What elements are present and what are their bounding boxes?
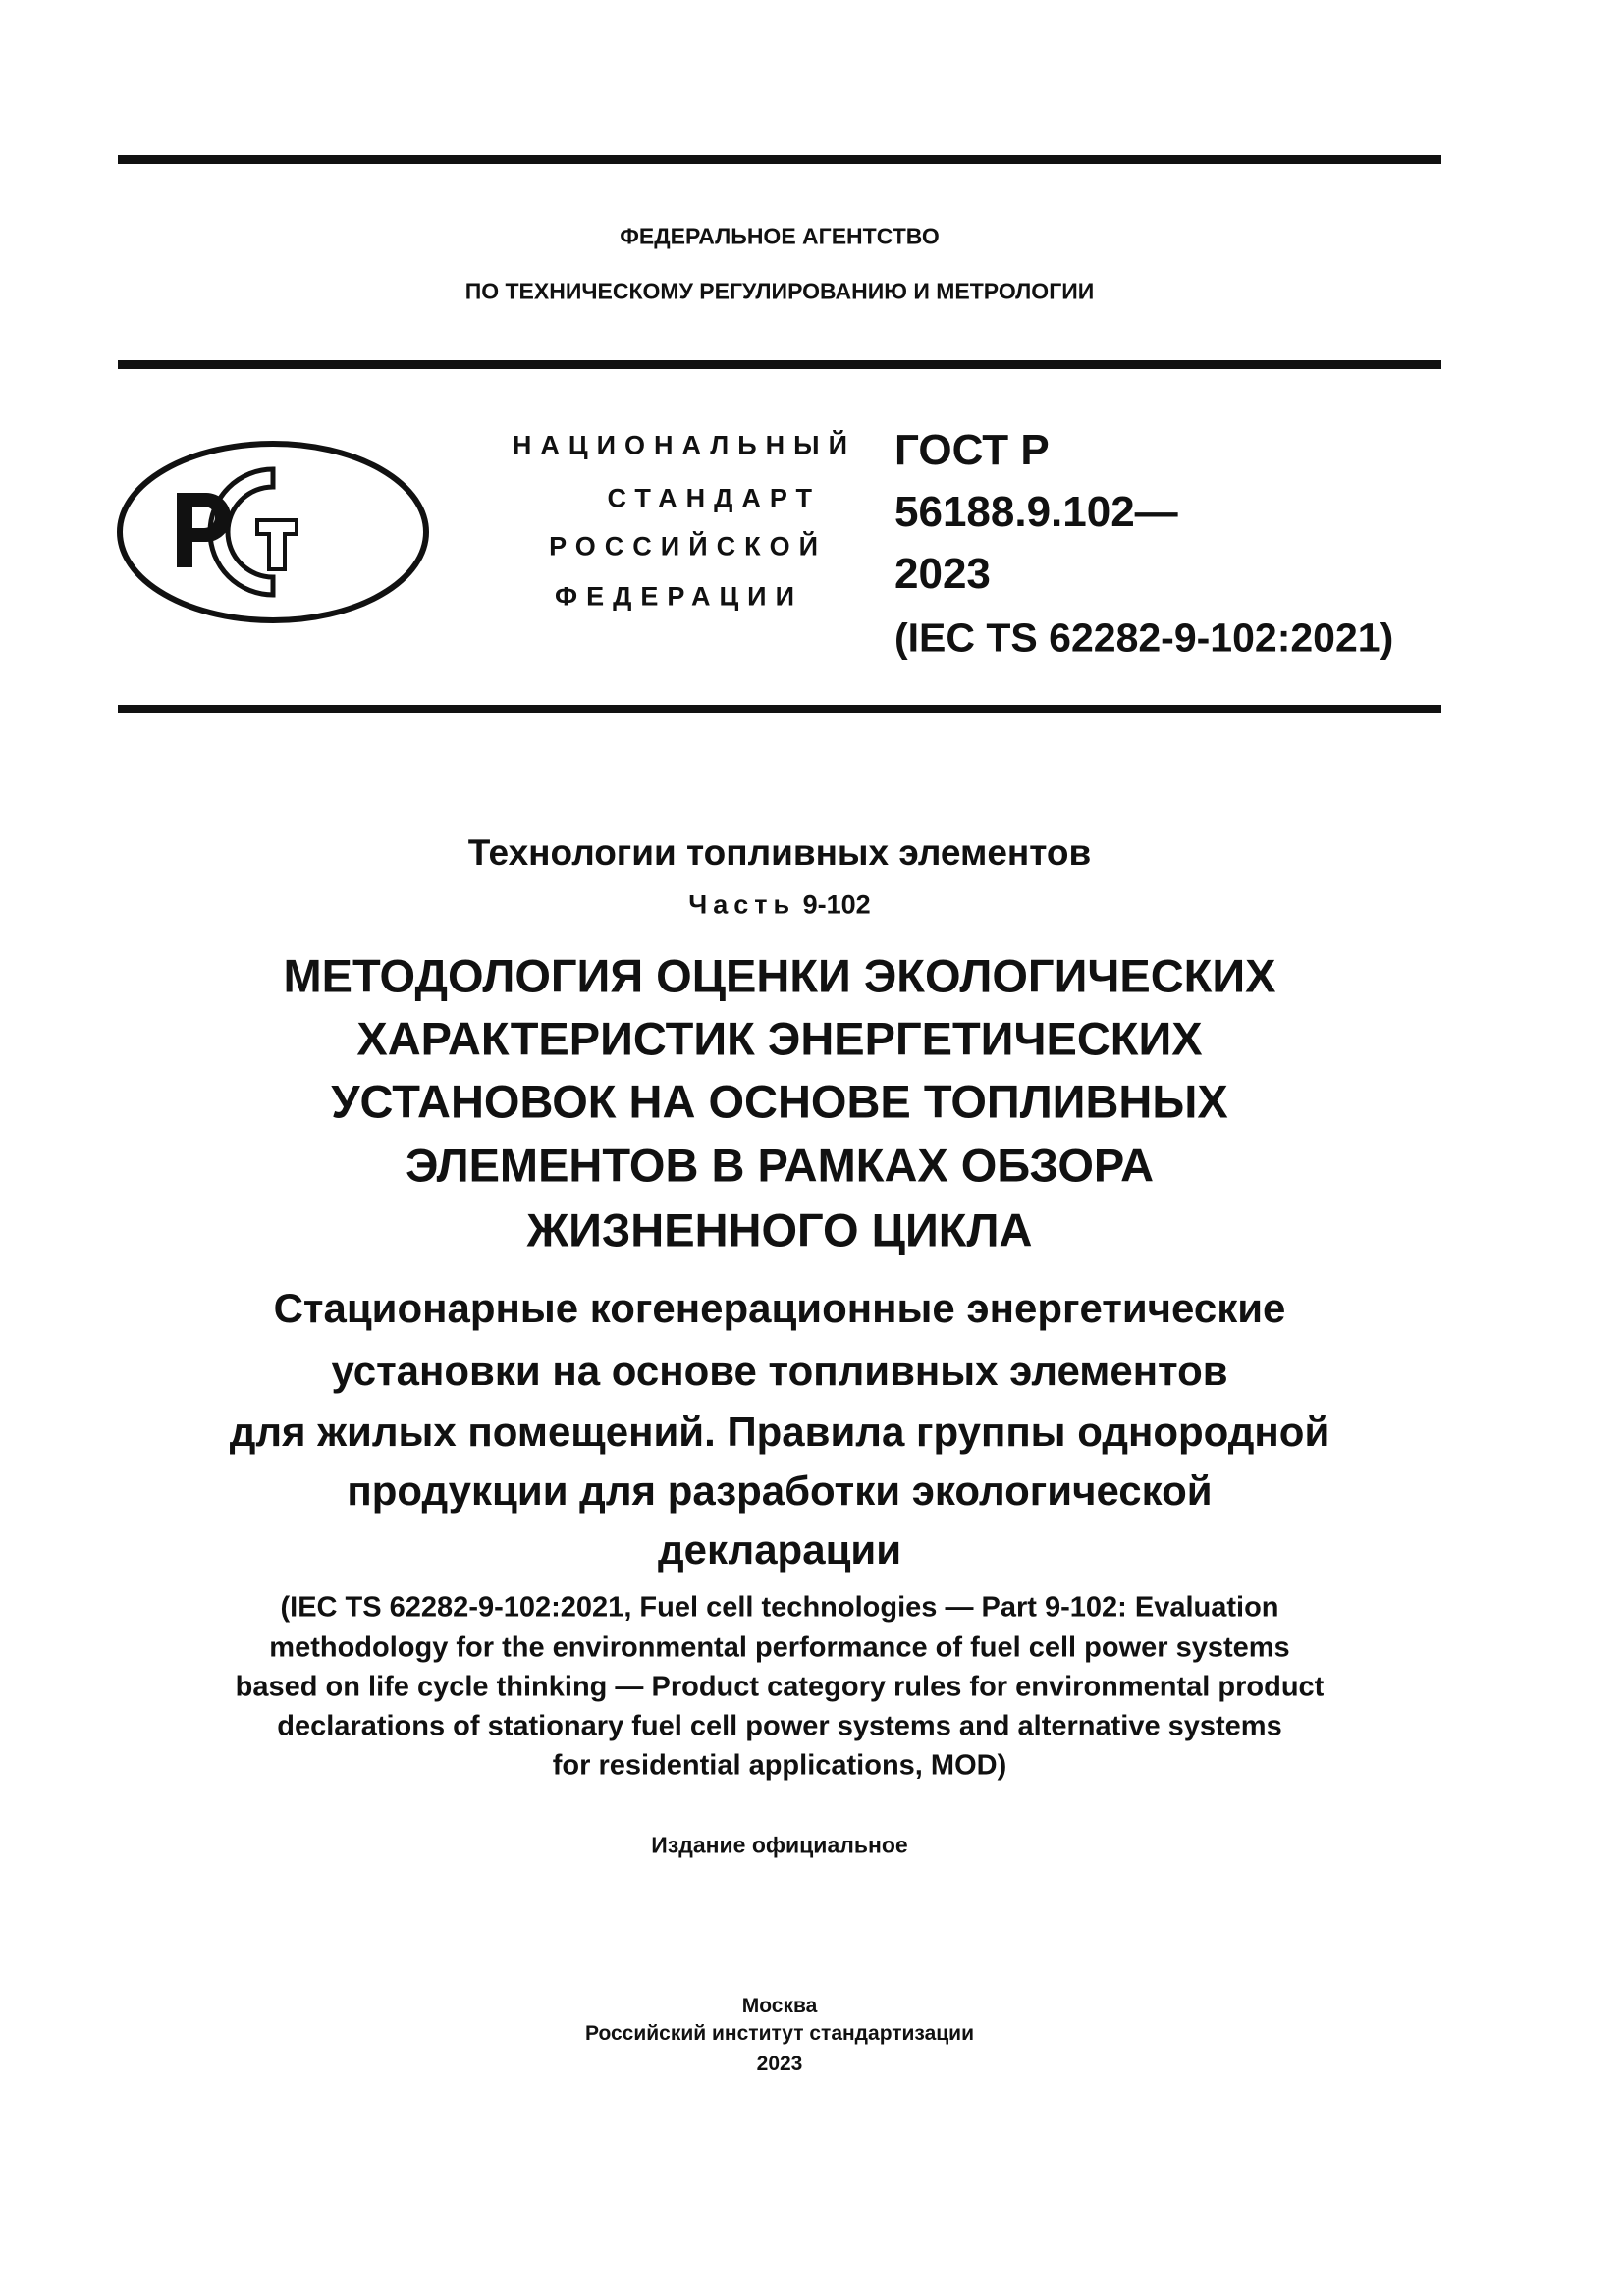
imprint-city: Москва bbox=[741, 1995, 818, 2017]
english-title-line: for residential applications, MOD) bbox=[552, 1749, 1007, 1782]
part-word: Часть bbox=[688, 889, 796, 920]
designation-year: 2023 bbox=[894, 550, 991, 598]
subtitle-line: декларации bbox=[657, 1526, 902, 1573]
header-rule bbox=[118, 360, 1441, 369]
english-title-line: methodology for the environmental performance of fuel cell power systems bbox=[269, 1631, 1290, 1664]
main-title-line: МЕТОДОЛОГИЯ ОЦЕНКИ ЭКОЛОГИЧЕСКИХ bbox=[283, 949, 1276, 1002]
subtitle-line: установки на основе топливных элементов bbox=[331, 1348, 1228, 1394]
subtitle-line: для жилых помещений. Правила группы однородной bbox=[229, 1409, 1330, 1455]
main-title-line: ЖИЗНЕННОГО ЦИКЛА bbox=[526, 1203, 1033, 1256]
main-title-line: ЭЛЕМЕНТОВ В РАМКАХ ОБЗОРА bbox=[405, 1139, 1155, 1192]
part-label bbox=[118, 890, 1441, 921]
national-standard-line-1: НАЦИОНАЛЬНЫЙ bbox=[512, 430, 856, 460]
imprint-publisher: Российский институт стандартизации bbox=[584, 2022, 975, 2045]
top-rule bbox=[118, 155, 1441, 164]
agency-line-2: ПО ТЕХНИЧЕСКОМУ РЕГУЛИРОВАНИЮ И МЕТРОЛОГИИ bbox=[464, 278, 1095, 304]
national-standard-line-4: ФЕДЕРАЦИИ bbox=[555, 581, 803, 612]
edition-note: Издание официальное bbox=[651, 1832, 908, 1858]
title-rule bbox=[118, 705, 1441, 713]
designation-iec: (IEC TS 62282-9-102:2021) bbox=[894, 614, 1394, 661]
english-title-line: based on life cycle thinking — Product category rules for environmental product bbox=[235, 1671, 1325, 1703]
agency-line-1: ФЕДЕРАЛЬНОЕ АГЕНТСТВО bbox=[620, 223, 940, 249]
main-title-line: УСТАНОВОК НА ОСНОВЕ ТОПЛИВНЫХ bbox=[331, 1075, 1228, 1128]
national-standard-line-2: СТАНДАРТ bbox=[607, 483, 821, 513]
english-title-line: declarations of stationary fuel cell power systems and alternative systems bbox=[277, 1710, 1282, 1742]
imprint-year: 2023 bbox=[756, 2053, 803, 2075]
main-title-line: ХАРАКТЕРИСТИК ЭНЕРГЕТИЧЕСКИХ bbox=[356, 1012, 1203, 1065]
part-number: 9-102 bbox=[802, 889, 871, 920]
designation-gost: ГОСТ Р bbox=[894, 426, 1050, 474]
subtitle-line: продукции для разработки экологической bbox=[347, 1468, 1213, 1514]
rst-logo-icon bbox=[116, 440, 430, 624]
english-title-line: (IEC TS 62282-9-102:2021, Fuel cell technologies — Part 9-102: Evaluation bbox=[280, 1591, 1279, 1624]
national-standard-line-3: РОССИЙСКОЙ bbox=[549, 531, 827, 561]
subtitle-line: Стационарные когенерационные энергетические bbox=[273, 1285, 1286, 1331]
designation-number: 56188.9.102— bbox=[894, 488, 1178, 536]
general-title: Технологии топливных элементов bbox=[467, 832, 1092, 873]
